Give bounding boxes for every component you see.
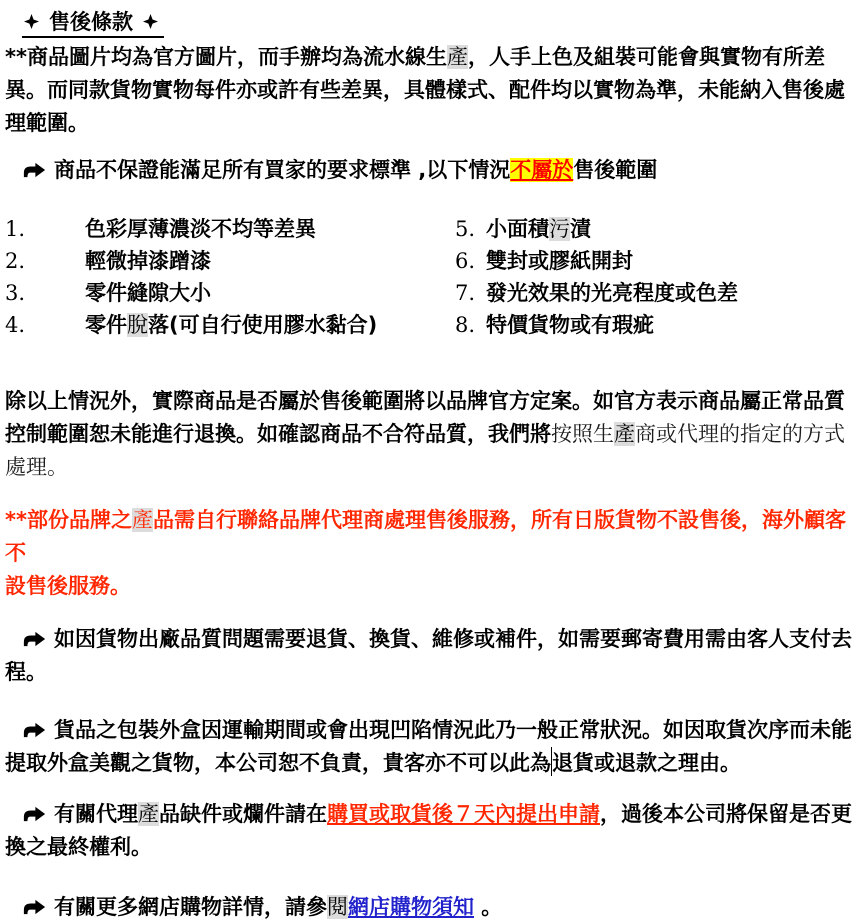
item-text: 發光效果的光亮程度或色差 xyxy=(486,280,738,305)
item-text: 零件縫隙大小 xyxy=(85,280,211,305)
brand-note-text: 設售後服務。 xyxy=(5,574,131,598)
item-text: 特價貨物或有瑕疵 xyxy=(486,312,654,337)
substituted-glyph: 產 xyxy=(131,508,153,532)
item-text: 小面積 xyxy=(486,216,549,241)
item-number: 6. xyxy=(455,248,476,273)
curved-right-arrow-icon xyxy=(23,722,46,738)
official-text-light: 按照生 xyxy=(551,422,614,446)
official-decision-paragraph xyxy=(5,385,860,484)
factory-defect-paragraph xyxy=(5,623,860,689)
item-number: 8. xyxy=(455,312,476,337)
missing-parts-text: ，過後本公司將保留是否更換之最終權利。 xyxy=(5,802,852,859)
four-pointed-star-icon xyxy=(143,14,158,29)
curved-right-arrow-icon xyxy=(23,899,46,915)
item-number: 2. xyxy=(5,248,26,273)
list-item xyxy=(455,245,860,278)
curved-right-arrow-icon xyxy=(23,806,46,822)
substituted-glyph: 污 xyxy=(549,216,570,241)
page-title-row xyxy=(22,6,860,39)
brand-note-text: 品需自行聯絡品牌代理商處理售後服務，所有日版貨物不設售後，海外顧客不 xyxy=(5,508,846,565)
page-title-text: 售後條款 xyxy=(49,9,133,34)
item-number: 7. xyxy=(455,280,476,305)
missing-parts-text: 品缺件或爛件請在 xyxy=(159,802,327,826)
curved-right-arrow-icon xyxy=(23,631,46,647)
packaging-paragraph xyxy=(5,714,860,780)
packaging-text: 退貨或退款之理由。 xyxy=(552,751,741,775)
list-item xyxy=(455,277,860,310)
missing-parts-paragraph xyxy=(5,798,860,864)
intro-paragraph xyxy=(5,41,860,140)
policy-text: 售後範圍 xyxy=(573,158,658,182)
list-item xyxy=(5,277,455,310)
brand-agent-note xyxy=(5,504,860,603)
packaging-text: 貨品之包裝外盒因運輸期間或會出現凹陷情況此乃一般正常狀況。如因取貨次序而未能提取外盒美觀之貨物，本公司恕不負責，貴客亦不可以此為 xyxy=(5,718,852,775)
list-item xyxy=(455,309,860,342)
item-text: 落(可自行使用膠水黏合) xyxy=(148,312,378,337)
item-text: 色彩厚薄濃淡不均等差異 xyxy=(85,216,316,241)
item-text: 零件 xyxy=(85,312,127,337)
policy-text: 商品不保證能滿足所有買家的要求標準 ,以下情況 xyxy=(54,158,511,182)
substituted-glyph: 產 xyxy=(614,422,635,446)
missing-parts-text: 有關代理 xyxy=(54,802,138,826)
curved-right-arrow-icon xyxy=(23,162,46,178)
four-pointed-star-icon xyxy=(24,14,39,29)
item-number: 4. xyxy=(5,312,26,337)
item-text: 漬 xyxy=(570,216,591,241)
intro-text: **商品圖片均為官方圖片，而手辦均為流水線生 xyxy=(5,45,447,69)
brand-note-text: **部份品牌之 xyxy=(5,508,132,532)
factory-defect-text: 如因貨物出廠品質問題需要退貨、換貨、維修或補件，如需要郵寄費用需由客人支付去程。 xyxy=(5,627,852,684)
list-item xyxy=(5,309,455,342)
more-info-text: 有關更多網店購物詳情，請參 xyxy=(54,895,327,919)
more-info-text: 。 xyxy=(474,895,503,919)
item-number: 3. xyxy=(5,280,26,305)
item-number: 1. xyxy=(5,216,26,241)
substituted-glyph: 產 xyxy=(138,802,159,826)
official-text: 除以上情況外，實際商品是否屬於售後範圍將以品牌官方定案。如官方表示商品屬正常品質控制範圍恕未能進行退換。如確認商品不合符品質，我們將 xyxy=(5,389,845,446)
intro-text: ，人手上色及組裝可能會與實物有所差異。而同款貨物實物每件亦或許有些差異，具體樣式、配件均以實物為準，未能納入售後處理範圍。 xyxy=(5,45,845,135)
item-text: 雙封或膠紙開封 xyxy=(486,248,633,273)
more-info-paragraph xyxy=(5,891,860,924)
not-covered-highlight: 不屬於 xyxy=(510,158,574,182)
substituted-glyph: 脫 xyxy=(127,312,148,337)
list-item xyxy=(455,213,860,246)
item-text: 輕微掉漆蹭漆 xyxy=(85,248,211,273)
official-text-light: 商或代理的指定的方式處理。 xyxy=(5,422,845,479)
exclusion-list xyxy=(5,213,860,341)
seven-day-claim-emphasis: 購買或取貨後７天內提出申請 xyxy=(327,802,600,826)
list-item xyxy=(5,213,455,246)
page-title xyxy=(22,9,164,38)
list-item xyxy=(5,245,455,278)
policy-scope-line xyxy=(5,154,860,187)
substituted-glyph: 產 xyxy=(446,45,468,69)
substituted-glyph: 閱 xyxy=(327,895,348,919)
item-number: 5. xyxy=(455,216,476,241)
shop-notice-link[interactable]: 網店購物須知 xyxy=(348,895,474,919)
